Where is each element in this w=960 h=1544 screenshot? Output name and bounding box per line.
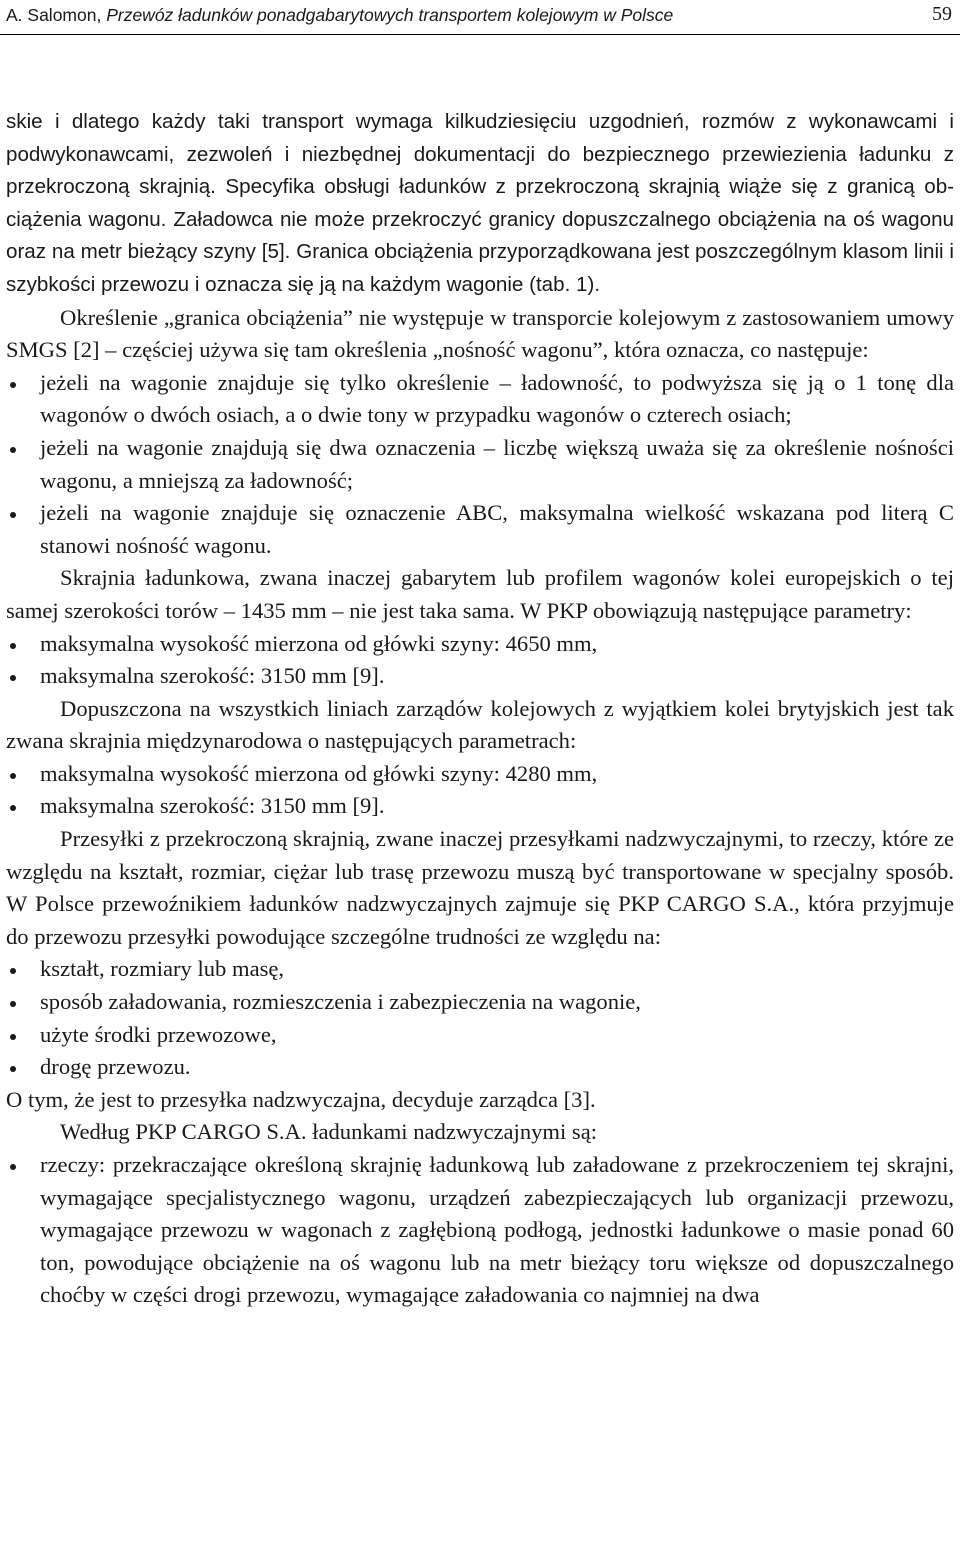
list-item: rzeczy: przekraczające określoną skrajnię ładunkową lub załadowane z przekroczeniem tej skrajni, wymagające specjalistycznego wagonu, urządzeń zabezpieczających lub organizacji przewozu, wymagające przewozu w wagonach z zagłębioną podłogą, jednostki ładunkowe o masie ponad 60 ton, powodujące obciążenie na oś wagonu lub na metr bieżący toru większe od dopuszczalnego choćby w części drogi przewozu, wymagające załadowania co najmniej na dwa xyxy=(6,1149,954,1312)
smgs-bullet-list xyxy=(6,367,954,563)
list-item: kształt, rozmiary lub masę, xyxy=(6,953,954,986)
header-citation xyxy=(6,1,673,29)
paragraph-pkp-cargo-definition: Według PKP CARGO S.A. ładunkami nadzwyczajnymi są: xyxy=(60,1119,598,1145)
definition-list xyxy=(6,1149,954,1312)
paragraph-1 xyxy=(6,106,954,302)
list-item: jeżeli na wagonie znajduje się tylko określenie – ładowność, to podwyższa się ją o 1 tonę dla wagonów o dwóch osiach, a o dwie tony w przypadku wagonów o czterech osiach; xyxy=(6,367,954,432)
paragraph-international-gauge: Dopuszczona na wszystkich liniach zarządów kolejowych z wyjątkiem kolei brytyjskich jest tak zwana skrajnia międzynarodowa o następujących parametrach: xyxy=(6,695,954,754)
pkp-parameters-list xyxy=(6,628,954,693)
international-parameters-list xyxy=(6,758,954,823)
list-item: maksymalna szerokość: 3150 mm [9]. xyxy=(6,660,954,693)
list-item: drogę przewozu. xyxy=(6,1051,954,1084)
list-item: maksymalna wysokość mierzona od główki szyny: 4280 mm, xyxy=(6,758,954,791)
header-author: A. Salomon, xyxy=(6,5,107,25)
page-body xyxy=(6,106,954,1312)
list-item: maksymalna szerokość: 3150 mm [9]. xyxy=(6,790,954,823)
running-header xyxy=(0,0,960,35)
list-item: sposób załadowania, rozmieszczenia i zabezpieczenia na wagonie, xyxy=(6,986,954,1019)
difficulties-list xyxy=(6,953,954,1083)
list-item: użyte środki przewozowe, xyxy=(6,1019,954,1052)
paragraph-1-part-a: skie i dlatego każdy taki transport wymaga kilkudziesięciu uzgodnień, rozmów z wykonawcami i podwykonawcami, zezwoleń i niezbędnej dokumentacji do bezpiecznego przewiezienia ładunku z przekroczoną skrajnią. xyxy=(6,110,954,199)
paragraph-1-part-b: Specyfika obsługi ładunków z przekroczoną skrajnią wiąże się z granicą obciążenia wagonu. Załadowca nie może przekroczyć granicy dopuszczalnego obciążenia na oś wagonu oraz na metr bieżący szyny [5]. Granica obciążenia przyporządkowana jest poszczególnym klasom linii i szybkości przewozu i oznacza się ją na każdym wagonie (tab. 1). xyxy=(6,175,955,296)
list-item: jeżeli na wagonie znajdują się dwa oznaczenia – liczbę większą uważa się za określenie nośności wagonu, a mniejszą za ładowność; xyxy=(6,432,954,497)
paragraph-smgs: Określenie „granica obciążenia” nie występuje w transporcie kolejowym z zastosowaniem umowy SMGS [2] – częściej używa się tam określenia „nośność wagonu”, która oznacza, co następuje: xyxy=(6,304,954,363)
list-item: maksymalna wysokość mierzona od główki szyny: 4650 mm, xyxy=(6,628,954,661)
header-title: Przewóz ładunków ponadgabarytowych transportem kolejowym w Polsce xyxy=(106,5,674,25)
paragraph-manager-decides: O tym, że jest to przesyłka nadzwyczajna, decyduje zarządca [3]. xyxy=(6,1086,596,1112)
paragraph-extraordinary-shipments: Przesyłki z przekroczoną skrajnią, zwane inaczej przesyłkami nadzwyczajnymi, to rzeczy, które ze względu na kształt, rozmiar, ciężar lub trasę przewozu muszą być transportowane w specjalny sposób. W Polsce przewoźnikiem ładunków nadzwyczajnych zajmuje się PKP CARGO S.A., która przyjmuje do przewozu przesyłki powodujące szczególne trudności ze względu na: xyxy=(6,826,954,949)
paragraph-loading-gauge: Skrajnia ładunkowa, zwana inaczej gabarytem lub profilem wagonów kolei europejskich o tej samej szerokości torów – 1435 mm – nie jest taka sama. W PKP obowiązują następujące parametry: xyxy=(6,565,954,623)
list-item: jeżeli na wagonie znajduje się oznaczenie ABC, maksymalna wielkość wskazana pod literą C stanowi nośność wagonu. xyxy=(6,497,954,562)
page-number: 59 xyxy=(932,3,952,25)
